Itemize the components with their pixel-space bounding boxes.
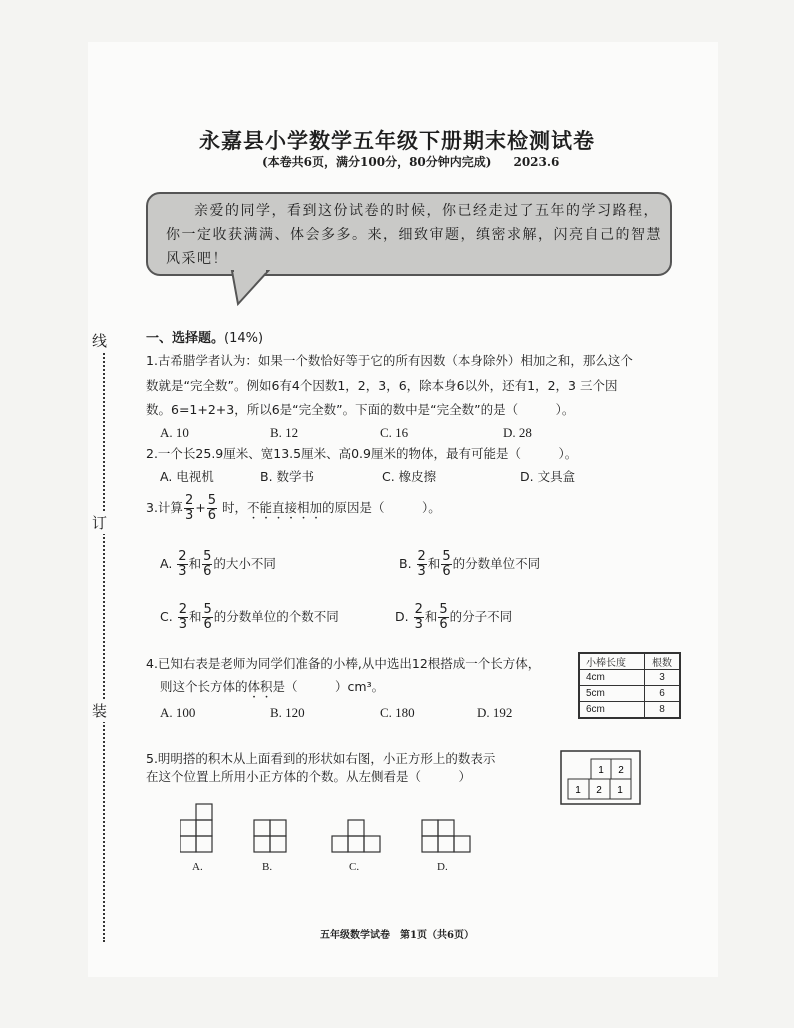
option-label: B. — [399, 556, 412, 571]
exam-subtitle-text: (本卷共6页，满分100分，80分钟内完成) — [262, 155, 492, 169]
cell-number: 1 — [575, 785, 581, 796]
q3-frac-five-sixths — [207, 494, 217, 523]
frac-five-sixths — [202, 603, 212, 632]
q5-option-c-label[interactable]: C. — [349, 861, 360, 873]
exam-subtitle — [262, 153, 559, 170]
option-label: C. — [160, 609, 173, 624]
q4-line-2a: 则这个长方体的 — [160, 679, 248, 694]
q1-line-2: 数就是“完全数”。例如6有4个因数1，2，3，6，除本身6以外，还有1，2，3 三个因 — [146, 378, 618, 393]
q3-frac-two-thirds — [184, 494, 194, 523]
q5-line-1: 5.明明搭的积木从上面看到的形状如右图，小正方形上的数表示 — [146, 751, 496, 766]
q1-line-3: 数。6=1+2+3，所以6是“完全数”。下面的数中是“完全数”的是（ ）。 — [146, 402, 575, 417]
option-text: 的分子不同 — [449, 609, 513, 624]
q1-option-b[interactable]: B. 12 — [270, 425, 299, 440]
option-text: 的分数单位不同 — [452, 556, 541, 571]
he-char: 和 — [427, 556, 441, 571]
binding-dotted-line — [103, 342, 105, 942]
cell-number: 1 — [617, 785, 623, 796]
table-cell: 6 — [645, 686, 681, 702]
plus-sign: + — [195, 500, 206, 515]
page-footer: 五年级数学试卷 第1页（共6页） — [320, 930, 474, 941]
q5-option-b-label[interactable]: B. — [262, 861, 273, 873]
q4-line-2 — [160, 677, 384, 701]
table-header: 小棒长度 — [579, 653, 645, 670]
frac-denominator: 3 — [184, 508, 194, 523]
frac-five-sixths — [202, 550, 212, 579]
q4-line-1: 4.已知右表是老师为同学们准备的小棒,从中选出12根搭成一个长方体， — [146, 656, 541, 671]
table-row — [579, 670, 680, 686]
q5-option-a-label[interactable]: A. — [192, 861, 203, 873]
frac-denominator: 6 — [203, 564, 212, 579]
frac-two-thirds — [414, 603, 424, 632]
he-char: 和 — [188, 609, 202, 624]
q3-stem — [146, 494, 441, 523]
frac-numerator: 5 — [203, 602, 212, 617]
frac-numerator: 5 — [442, 549, 451, 564]
frac-five-sixths — [441, 550, 451, 579]
he-char: 和 — [424, 609, 438, 624]
frac-denominator: 3 — [178, 617, 187, 632]
section-score: (14%) — [224, 331, 264, 346]
q2-option-d[interactable]: D. 文具盒 — [520, 469, 576, 484]
q3-suffix: 的原因是（ ）。 — [321, 500, 441, 515]
q3-emphasis: 不能直接相加 — [246, 500, 322, 515]
q3-option-d[interactable] — [395, 603, 512, 632]
option-d-figure[interactable] — [422, 820, 470, 852]
frac-numerator: 2 — [417, 549, 426, 564]
table-row — [579, 686, 680, 702]
option-a-figure[interactable] — [180, 804, 212, 852]
option-text: 的分数单位的个数不同 — [213, 609, 339, 624]
cell-number: 2 — [618, 765, 624, 776]
q2-option-a[interactable]: A. 电视机 — [160, 469, 214, 484]
q5-option-d-label[interactable]: D. — [437, 861, 448, 873]
frac-numerator: 2 — [414, 602, 423, 617]
table-cell: 5cm — [579, 686, 645, 702]
q1-line-1: 1.古希腊学者认为：如果一个数恰好等于它的所有因数（本身除外）相加之和，那么这个 — [146, 353, 633, 368]
option-b-figure[interactable] — [254, 820, 286, 852]
frac-numerator: 2 — [178, 602, 187, 617]
table-header: 根数 — [645, 653, 681, 670]
frac-numerator: 2 — [184, 493, 194, 508]
table-cell: 6cm — [579, 702, 645, 719]
binding-char-ding: 订 — [92, 514, 108, 532]
q4-emphasis: 体积 — [247, 679, 273, 694]
q3-option-c[interactable] — [160, 603, 339, 632]
exam-title: 永嘉县小学数学五年级下册期末检测试卷 — [199, 128, 595, 153]
q4-option-c[interactable]: C. 180 — [380, 705, 415, 720]
q5-line-2: 在这个位置上所用小正方体的个数。从左侧看是（ ） — [146, 769, 472, 784]
q3-mid: 时， — [217, 500, 247, 515]
binding-char-xian: 线 — [92, 332, 108, 350]
frac-denominator: 6 — [439, 617, 448, 632]
frac-two-thirds — [177, 550, 187, 579]
q2-text: 2.一个长25.9厘米、宽13.5厘米、高0.9厘米的物体，最有可能是（ ）。 — [146, 446, 578, 461]
frac-numerator: 5 — [439, 602, 448, 617]
q2-option-b[interactable]: B. 数学书 — [260, 469, 315, 484]
option-c-figure[interactable] — [332, 820, 380, 852]
frac-denominator: 3 — [414, 617, 423, 632]
binding-char-zhuang: 装 — [92, 702, 108, 720]
cell-number: 2 — [596, 785, 602, 796]
option-label: D. — [395, 609, 409, 624]
option-label: A. — [160, 556, 173, 571]
exam-year: 2023.6 — [513, 155, 560, 169]
q4-option-d[interactable]: D. 192 — [477, 705, 513, 720]
q3-prefix: 3.计算 — [146, 500, 183, 515]
frac-two-thirds — [417, 550, 427, 579]
frac-numerator: 5 — [203, 549, 212, 564]
cell-number: 1 — [598, 765, 604, 776]
frac-two-thirds — [178, 603, 188, 632]
q3-option-b[interactable] — [399, 550, 540, 579]
option-text: 的大小不同 — [213, 556, 276, 571]
section-heading — [146, 327, 263, 346]
frac-denominator: 3 — [178, 564, 187, 579]
q4-option-a[interactable]: A. 100 — [160, 705, 196, 720]
frac-denominator: 3 — [417, 564, 426, 579]
table-header-row — [579, 653, 680, 670]
table-cell: 3 — [645, 670, 681, 686]
he-char: 和 — [188, 556, 202, 571]
intro-text: 亲爱的同学，看到这份试卷的时候，你已经走过了五年的学习路程，你一定收获满满、体会多多。来，细致审题，缜密求解，闪亮自己的智慧风采吧！ — [166, 203, 662, 267]
side-view-options — [180, 802, 480, 854]
frac-denominator: 6 — [203, 617, 212, 632]
frac-numerator: 2 — [178, 549, 187, 564]
q3-option-a[interactable] — [160, 550, 276, 579]
table-row — [579, 702, 680, 719]
q2-option-c[interactable]: C. 橡皮擦 — [382, 469, 437, 484]
q1-option-a[interactable]: A. 10 — [160, 425, 189, 440]
q4-line-2c: 是（ ）cm³。 — [272, 679, 385, 694]
top-view-figure — [560, 750, 642, 806]
q1-option-c[interactable]: C. 16 — [380, 425, 409, 440]
frac-denominator: 6 — [207, 508, 216, 523]
frac-denominator: 6 — [442, 564, 451, 579]
table-cell: 8 — [645, 702, 681, 719]
q4-option-b[interactable]: B. 120 — [270, 705, 305, 720]
frac-five-sixths — [438, 603, 448, 632]
q1-option-d[interactable]: D. 28 — [503, 425, 532, 440]
table-cell: 4cm — [579, 670, 645, 686]
rod-length-table — [578, 652, 681, 719]
section-title: 一、选择题。 — [146, 331, 225, 346]
frac-numerator: 5 — [207, 493, 216, 508]
